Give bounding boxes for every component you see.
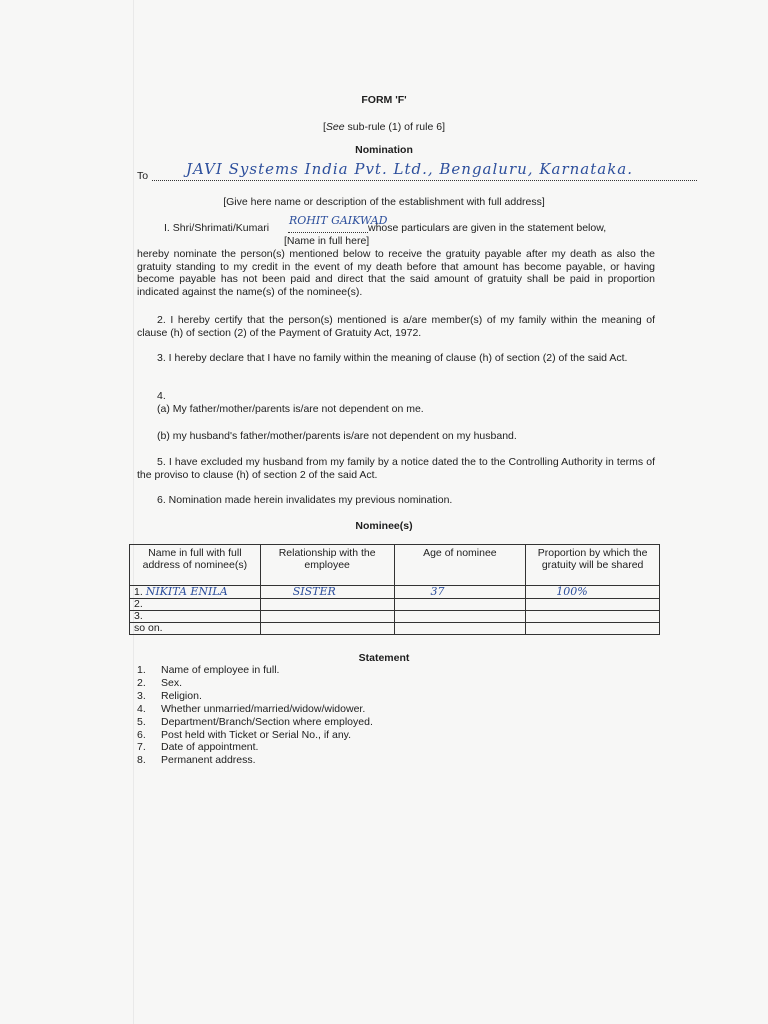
age-cell [394, 599, 526, 611]
list-item-text: Whether unmarried/married/widow/widower. [161, 702, 366, 715]
name-in-full-note: [Name in full here] [284, 235, 370, 247]
age-handwritten: 37 [430, 585, 445, 598]
paragraph-4-number: 4. [157, 390, 166, 402]
column-header-name: Name in full with full address of nominee(s) [130, 545, 261, 586]
list-item-number: 2. [137, 676, 146, 689]
list-item [137, 664, 373, 677]
paragraph-3: 3. I hereby declare that I have no family within the meaning of clause (h) of section (2) of the said Act. [157, 352, 628, 364]
subrule-text: sub-rule (1) of rule 6] [347, 121, 445, 133]
list-item-text: Sex. [161, 676, 183, 689]
table-row [130, 586, 660, 599]
list-item [137, 677, 373, 690]
nominee-name-cell: 3. [130, 611, 261, 623]
proportion-handwritten: 100% [556, 585, 588, 598]
relationship-cell [260, 623, 394, 635]
age-cell [394, 586, 526, 599]
proportion-cell [526, 623, 660, 635]
table-row [130, 599, 660, 611]
nominee-name-cell: so on. [130, 623, 261, 635]
list-item-number: 7. [137, 741, 146, 754]
list-item [137, 754, 373, 767]
nominee-name-cell [130, 586, 261, 599]
proportion-cell [526, 611, 660, 623]
list-item-text: Name of employee in full. [161, 664, 280, 676]
nominees-heading: Nominee(s) [355, 520, 413, 532]
nominees-table [129, 544, 660, 635]
list-item-number: 8. [137, 754, 146, 767]
paragraph-6: 6. Nomination made herein invalidates my previous nomination. [157, 494, 453, 506]
statement-heading: Statement [358, 652, 410, 664]
proportion-cell [526, 586, 660, 599]
list-item-number: 1. [137, 664, 146, 676]
to-label: To [137, 170, 149, 182]
list-item-text: Religion. [161, 689, 202, 702]
relationship-cell [260, 586, 394, 599]
column-header-proportion: Proportion by which the gratuity will be shared [526, 545, 660, 586]
list-item [137, 703, 373, 716]
nominees-header-row [130, 545, 660, 586]
form-title: FORM 'F' [361, 94, 407, 106]
proportion-cell [526, 599, 660, 611]
list-item [137, 729, 373, 742]
list-item [137, 741, 373, 754]
nominee-name-cell: 2. [130, 599, 261, 611]
statement-list [137, 664, 373, 767]
nominee-name-handwritten: NIKITA ENILA [145, 585, 228, 598]
nomination-heading: Nomination [355, 144, 413, 156]
row-number: 1. [134, 586, 143, 598]
paragraph-5: 5. I have excluded my husband from my family by a notice dated the to the Controlling Authority in terms of the proviso to clause (h) of section 2 of the said Act. [137, 456, 655, 481]
list-item-number: 5. [137, 715, 146, 728]
relationship-cell [260, 611, 394, 623]
relationship-handwritten: SISTER [292, 585, 336, 598]
subrule-bracket: [ [323, 121, 326, 133]
age-cell [394, 611, 526, 623]
column-header-age: Age of nominee [394, 545, 526, 586]
give-here-note: [Give here name or description of the establishment with full address] [223, 196, 545, 208]
list-item-text: Department/Branch/Section where employed. [161, 715, 373, 728]
list-item [137, 690, 373, 703]
relationship-cell [260, 599, 394, 611]
list-item-number: 3. [137, 689, 146, 702]
table-row [130, 623, 660, 635]
list-item-number: 6. [137, 728, 146, 741]
shri-suffix: whose particulars are given in the statement below, [368, 222, 607, 234]
to-establishment-handwritten: JAVI Systems India Pvt. Ltd., Bengaluru, Karnataka. [186, 160, 634, 178]
subrule-reference [0, 121, 768, 133]
table-row [130, 611, 660, 623]
paragraph-2: 2. I hereby certify that the person(s) mentioned is a/are member(s) of my family within the meaning of clause (h) of section (2) of the Payment of Gratuity Act, 1972. [137, 314, 655, 339]
list-item-number: 4. [137, 702, 146, 715]
paragraph-4b: (b) my husband's father/mother/parents is/are not dependent on my husband. [157, 430, 517, 442]
column-header-relationship: Relationship with the employee [260, 545, 394, 586]
list-item-text: Post held with Ticket or Serial No., if any. [161, 728, 352, 741]
paragraph-4a: (a) My father/mother/parents is/are not dependent on me. [157, 403, 424, 415]
employee-name-handwritten: ROHIT GAIKWAD [289, 214, 388, 227]
paragraph-1: hereby nominate the person(s) mentioned below to receive the gratuity payable after my death as also the gratuity standing to my credit in the event of my death before that amount has become payable, or having become payable has not been paid and direct that the said amount of gratuity shall be paid in proportion indicated against the name(s) of the nominee(s). [137, 248, 655, 298]
subrule-see: See [325, 121, 345, 133]
list-item [137, 716, 373, 729]
shri-prefix: I. Shri/Shrimati/Kumari [164, 222, 270, 234]
list-item-text: Permanent address. [161, 754, 256, 767]
list-item-text: Date of appointment. [161, 741, 259, 754]
age-cell [394, 623, 526, 635]
